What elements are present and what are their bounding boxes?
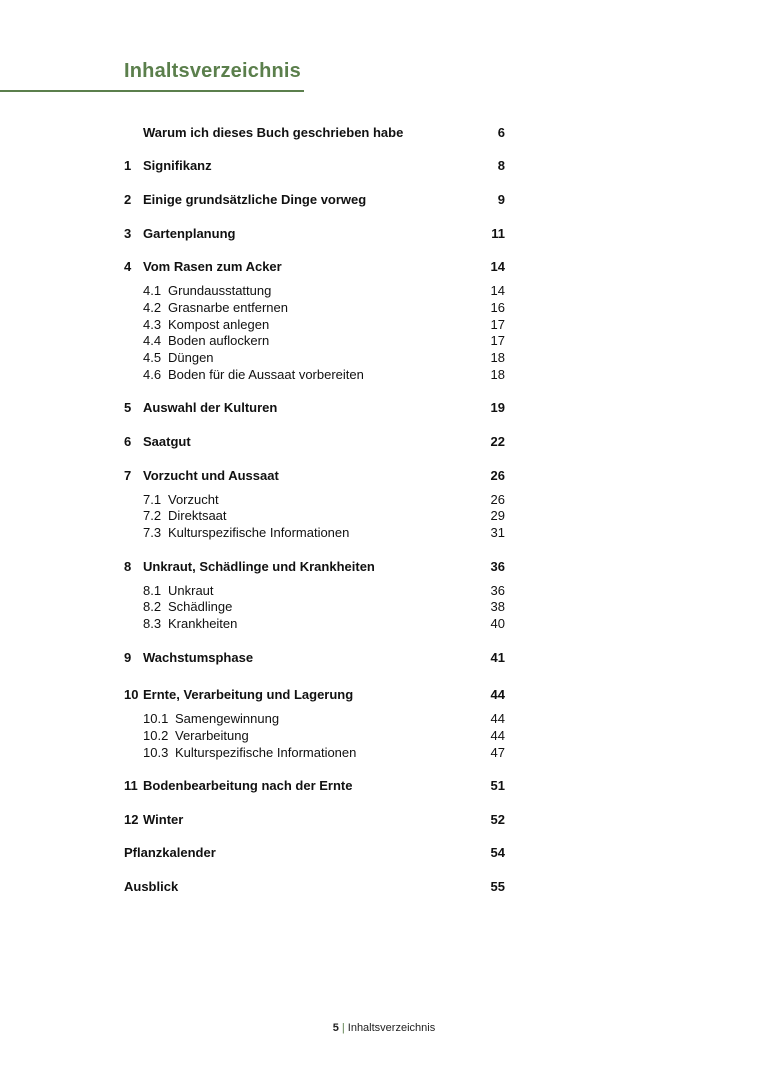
toc-entry-section-10-1[interactable] — [124, 710, 506, 727]
toc-page: 29 — [490, 508, 505, 523]
toc-number: 10.3 — [143, 745, 169, 760]
toc-page: 52 — [490, 812, 505, 827]
page-footer — [0, 1022, 768, 1034]
toc-entry-section-7-2[interactable] — [124, 507, 506, 524]
toc-label: Winter — [143, 812, 184, 827]
toc-page: 18 — [490, 350, 505, 365]
toc-label: Kulturspezifische Informationen — [168, 525, 350, 540]
toc-entry-preface[interactable] — [124, 124, 506, 141]
toc-page: 54 — [490, 845, 505, 860]
toc-number: 10.2 — [143, 728, 169, 743]
toc-entry-chapter-4[interactable] — [124, 258, 506, 275]
toc-page: 55 — [490, 879, 505, 894]
toc-entry-chapter-2[interactable] — [124, 191, 506, 208]
toc-label: Wachstumsphase — [143, 650, 254, 665]
toc-number: 10 — [124, 687, 139, 702]
toc-entry-section-8-3[interactable] — [124, 615, 506, 632]
toc-entry-section-8-2[interactable] — [124, 598, 506, 615]
toc-label: Grundausstattung — [168, 283, 272, 298]
toc-entry-section-4-1[interactable] — [124, 282, 506, 299]
toc-entry-ausblick[interactable] — [124, 878, 506, 895]
toc-entry-chapter-10[interactable] — [124, 686, 506, 703]
toc-number: 9 — [124, 650, 132, 665]
toc-label: Einige grundsätzliche Dinge vorweg — [143, 192, 367, 207]
toc-page: 38 — [490, 599, 505, 614]
toc-number: 4.6 — [143, 367, 162, 382]
title-underline — [0, 90, 304, 92]
toc-entry-chapter-9[interactable] — [124, 649, 506, 666]
toc-page: 19 — [490, 400, 505, 415]
toc-page: 14 — [490, 283, 505, 298]
toc-page: 51 — [490, 778, 505, 793]
toc-label: Gartenplanung — [143, 226, 236, 241]
toc-number: 4.2 — [143, 300, 162, 315]
toc-number: 7.1 — [143, 492, 162, 507]
toc-page: 44 — [490, 711, 505, 726]
toc-entry-chapter-8[interactable] — [124, 558, 506, 575]
toc-number: 4.1 — [143, 283, 162, 298]
toc-number: 8.1 — [143, 583, 162, 598]
toc-number: 8.2 — [143, 599, 162, 614]
toc-entry-chapter-7[interactable] — [124, 467, 506, 484]
toc-label: Unkraut, Schädlinge und Krankheiten — [143, 559, 375, 574]
toc-page: 44 — [490, 687, 505, 702]
toc-entry-chapter-5[interactable] — [124, 399, 506, 416]
toc-number: 8 — [124, 559, 132, 574]
toc-page: 18 — [490, 367, 505, 382]
toc-label: Boden für die Aussaat vorbereiten — [168, 367, 364, 382]
toc-page: 41 — [490, 650, 505, 665]
toc-page: 31 — [490, 525, 505, 540]
toc-page: 8 — [497, 158, 505, 173]
toc-entry-section-4-3[interactable] — [124, 316, 506, 333]
toc-page: 22 — [490, 434, 505, 449]
toc-page: 11 — [491, 226, 505, 241]
toc-label: Vorzucht und Aussaat — [143, 468, 279, 483]
toc-entry-section-8-1[interactable] — [124, 582, 506, 599]
toc-entry-section-10-2[interactable] — [124, 727, 506, 744]
toc-number: 7 — [124, 468, 132, 483]
toc-label: Unkraut — [168, 583, 214, 598]
toc-label: Auswahl der Kulturen — [143, 400, 278, 415]
toc-number: 8.3 — [143, 616, 162, 631]
toc-label: Kompost anlegen — [168, 317, 270, 332]
toc-label: Grasnarbe entfernen — [168, 300, 288, 315]
toc-page: 16 — [490, 300, 505, 315]
toc-label: Pflanzkalender — [124, 845, 216, 860]
toc-entry-chapter-12[interactable] — [124, 811, 506, 828]
toc-label: Schädlinge — [168, 599, 233, 614]
footer-separator: | — [341, 1022, 345, 1034]
toc-number: 6 — [124, 434, 132, 449]
toc-page: 47 — [490, 745, 505, 760]
toc-page: 17 — [490, 317, 505, 332]
toc-label: Signifikanz — [143, 158, 212, 173]
toc-number: 4.4 — [143, 333, 162, 348]
toc-entry-section-4-6[interactable] — [124, 366, 506, 383]
toc-label: Warum ich dieses Buch geschrieben habe — [143, 125, 404, 140]
toc-number: 7.2 — [143, 508, 162, 523]
toc-number: 4.3 — [143, 317, 162, 332]
toc-page: 26 — [490, 492, 505, 507]
toc-page: 40 — [490, 616, 505, 631]
toc-entry-chapter-11[interactable] — [124, 777, 506, 794]
toc-number: 2 — [124, 192, 132, 207]
toc-page: 9 — [497, 192, 505, 207]
toc-number: 4 — [124, 259, 132, 274]
toc-label: Verarbeitung — [175, 728, 249, 743]
toc-page: 44 — [490, 728, 505, 743]
toc-number: 4.5 — [143, 350, 162, 365]
toc-number: 1 — [124, 158, 132, 173]
toc-label: Samengewinnung — [175, 711, 280, 726]
toc-entry-section-4-4[interactable] — [124, 332, 506, 349]
toc-label: Ausblick — [124, 879, 179, 894]
toc-page: 36 — [490, 583, 505, 598]
toc-entry-section-4-5[interactable] — [124, 349, 506, 366]
toc-label: Kulturspezifische Informationen — [175, 745, 357, 760]
toc-entry-pflanzkalender[interactable] — [124, 844, 506, 861]
page-title: Inhaltsverzeichnis — [124, 60, 301, 82]
toc-label: Direktsaat — [168, 508, 227, 523]
toc-label: Krankheiten — [168, 616, 238, 631]
toc-entry-section-10-3[interactable] — [124, 744, 506, 761]
toc-number: 11 — [124, 778, 138, 793]
toc-page: 36 — [490, 559, 505, 574]
toc-entry-section-4-2[interactable] — [124, 299, 506, 316]
toc-entry-section-7-1[interactable] — [124, 491, 506, 508]
toc-page: 14 — [490, 259, 505, 274]
toc-label: Boden auflockern — [168, 333, 270, 348]
toc-number: 10.1 — [143, 711, 169, 726]
toc-entry-section-7-3[interactable] — [124, 524, 506, 541]
toc-entry-chapter-6[interactable] — [124, 433, 506, 450]
toc-entry-chapter-1[interactable] — [124, 157, 506, 174]
toc-entry-chapter-3[interactable] — [124, 225, 506, 242]
toc-label: Saatgut — [143, 434, 191, 449]
toc-label: Bodenbearbeitung nach der Ernte — [143, 778, 353, 793]
footer-page-number: 5 — [332, 1022, 339, 1034]
toc-label: Vom Rasen zum Acker — [143, 259, 282, 274]
toc-label: Ernte, Verarbeitung und Lagerung — [143, 687, 354, 702]
toc-number: 3 — [124, 226, 132, 241]
toc-page: 17 — [490, 333, 505, 348]
toc-number: 12 — [124, 812, 139, 827]
toc-label: Vorzucht — [168, 492, 219, 507]
toc-number: 5 — [124, 400, 132, 415]
footer-title: Inhaltsverzeichnis — [347, 1022, 436, 1034]
toc-number: 7.3 — [143, 525, 162, 540]
toc-page: 26 — [490, 468, 505, 483]
toc-label: Düngen — [168, 350, 214, 365]
toc-page: 6 — [497, 125, 505, 140]
